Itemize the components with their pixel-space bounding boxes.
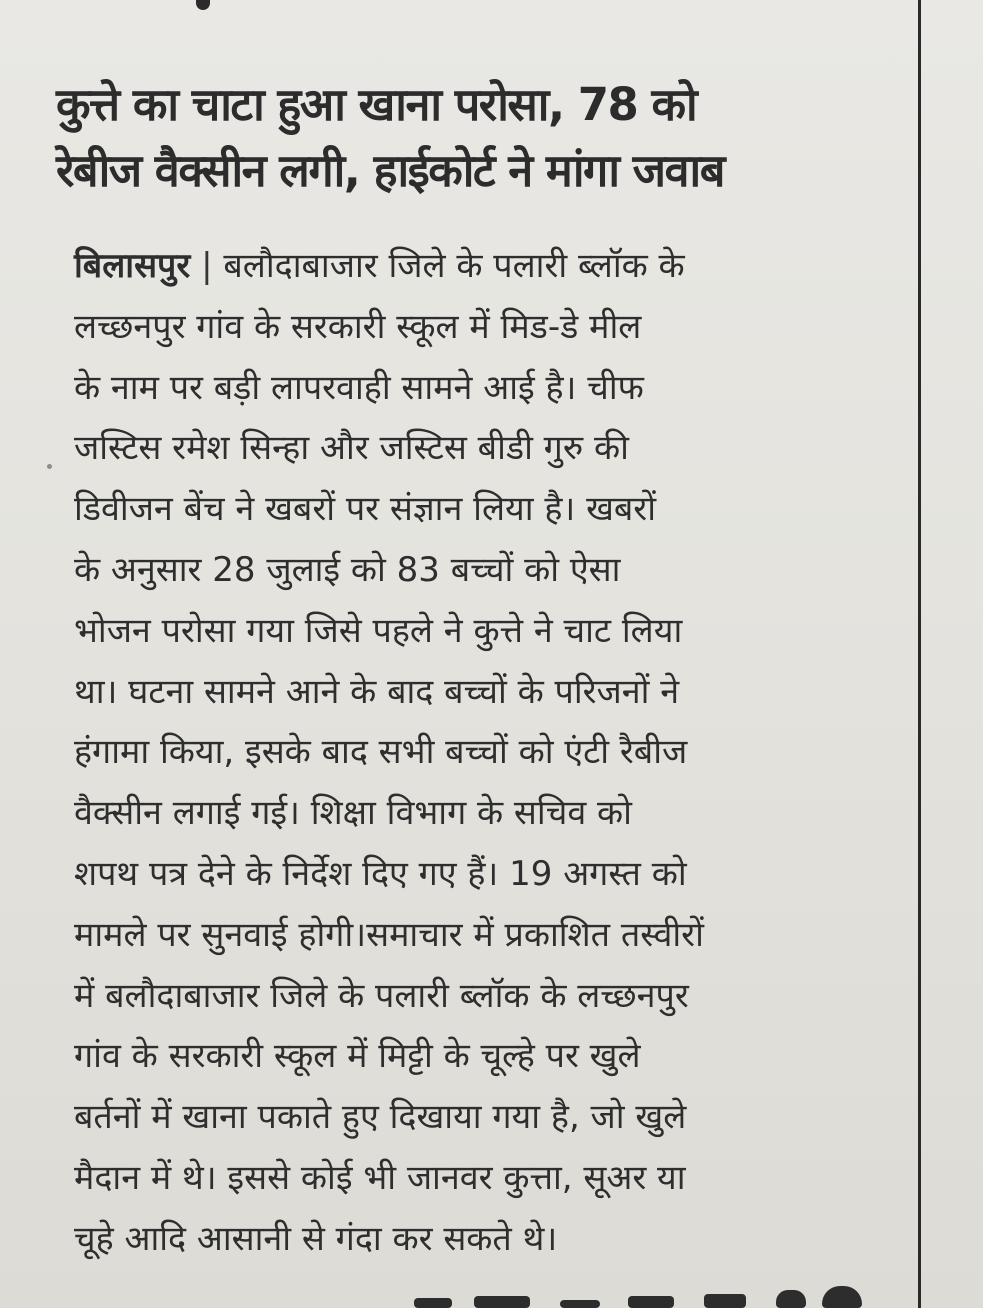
body-line-13: में बलौदाबाजार जिले के पलारी ब्लॉक के लच्छनपुर <box>74 975 689 1016</box>
body-line-16: मैदान में थे। इससे कोई भी जानवर कुत्ता, सूअर या <box>74 1157 686 1198</box>
body-line-14: गांव के सरकारी स्कूल में मिट्टी के चूल्हे पर खुले <box>74 1036 641 1077</box>
body-line-4: जस्टिस रमेश सिन्हा और जस्टिस बीडी गुरु की <box>74 428 629 469</box>
body-line-17: चूहे आदि आसानी से गंदा कर सकते थे। <box>74 1218 558 1259</box>
headline-line-2: रेबीज वैक्सीन लगी, हाईकोर्ट ने मांगा जवाब <box>56 144 724 197</box>
body-line-3: के नाम पर बड़ी लापरवाही सामने आई है। चीफ <box>74 367 644 408</box>
headline <box>56 72 911 204</box>
body-line-12: मामले पर सुनवाई होगी।समाचार में प्रकाशित तस्वीरों <box>74 914 704 955</box>
dateline: बिलासपुर <box>74 246 191 286</box>
body-line-10: वैक्सीन लगाई गई। शिक्षा विभाग के सचिव को <box>74 793 632 834</box>
body-line-2: लच्छनपुर गांव के सरकारी स्कूल में मिड-डे मील <box>74 306 642 347</box>
cropped-text-fragments-bottom <box>0 1278 983 1308</box>
body-line-5: डिवीजन बेंच ने खबरों पर संज्ञान लिया है। खबरों <box>74 489 657 530</box>
body-line-7: भोजन परोसा गया जिसे पहले ने कुत्ते ने चाट लिया <box>74 610 683 651</box>
headline-line-1: कुत्ते का चाटा हुआ खाना परोसा, 78 को <box>56 78 697 131</box>
article-body <box>74 236 874 1270</box>
body-line-9: हंगामा किया, इसके बाद सभी बच्चों को एंटी रैबीज <box>74 732 688 773</box>
body-line-11: शपथ पत्र देने के निर्देश दिए गए हैं। 19 अगस्त को <box>74 853 687 894</box>
body-line-text: बलौदाबाजार जिले के पलारी ब्लॉक के <box>223 246 685 286</box>
cropped-text-fragment-top <box>196 0 210 10</box>
print-speck <box>47 464 52 469</box>
body-line-1 <box>74 236 874 297</box>
body-line-15: बर्तनों में खाना पकाते हुए दिखाया गया है, जो खुले <box>74 1097 687 1138</box>
body-line-6: के अनुसार 28 जुलाई को 83 बच्चों को ऐसा <box>74 549 621 590</box>
column-rule <box>918 0 921 1308</box>
body-line-8: था। घटना सामने आने के बाद बच्चों के परिजनों ने <box>74 671 680 712</box>
dateline-separator: | <box>201 246 213 286</box>
